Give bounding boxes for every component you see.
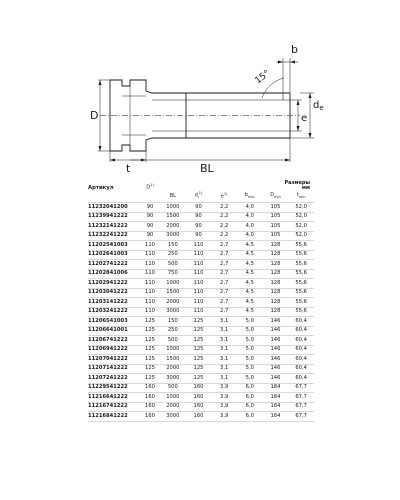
- cell-t: 55,6: [288, 260, 314, 270]
- cell-b: 4,5: [237, 307, 263, 317]
- cell-b: 6,0: [237, 402, 263, 412]
- header-article: Артикул: [88, 184, 114, 191]
- dim-D-label: D: [90, 109, 99, 122]
- cell-de: 128: [263, 241, 289, 251]
- cell-BL: 1500: [160, 288, 186, 298]
- table-row: [88, 288, 314, 298]
- cell-e: 3,1: [211, 364, 237, 374]
- cell-di: 110: [186, 288, 212, 298]
- header-di: $d_i^{1)}$: [194, 191, 203, 201]
- cell-article: 11206641001: [88, 326, 140, 336]
- cell-di: 160: [186, 383, 212, 393]
- cell-de: 105: [263, 231, 289, 241]
- cell-e: 3,9: [211, 393, 237, 403]
- cell-t: 52,0: [288, 222, 314, 232]
- cell-t: 60,4: [288, 336, 314, 346]
- cell-BL: 3000: [160, 412, 186, 422]
- cell-t: 60,4: [288, 317, 314, 327]
- cell-t: 60,4: [288, 364, 314, 374]
- cell-D: 90: [140, 212, 160, 222]
- cell-de: 105: [263, 203, 289, 213]
- table-row: [88, 326, 314, 336]
- cell-de: 128: [263, 279, 289, 289]
- cell-D: 160: [140, 383, 160, 393]
- cell-article: 11229541222: [88, 383, 140, 393]
- cell-e: 2,7: [211, 269, 237, 279]
- cell-BL: 1000: [160, 393, 186, 403]
- cell-t: 55,6: [288, 288, 314, 298]
- cell-article: 11206741222: [88, 336, 140, 346]
- cell-D: 110: [140, 260, 160, 270]
- cell-e: 2,2: [211, 212, 237, 222]
- table-row: [88, 374, 314, 384]
- cell-de: 146: [263, 374, 289, 384]
- cell-di: 160: [186, 402, 212, 412]
- cell-BL: 1000: [160, 345, 186, 355]
- table-row: [88, 222, 314, 232]
- cell-di: 110: [186, 260, 212, 270]
- cell-D: 90: [140, 231, 160, 241]
- cell-de: 184: [263, 412, 289, 422]
- cell-de: 146: [263, 326, 289, 336]
- cell-di: 90: [186, 231, 212, 241]
- cell-article: 11202641003: [88, 250, 140, 260]
- table-row: [88, 307, 314, 317]
- table-body: [88, 203, 314, 422]
- table-row: [88, 355, 314, 365]
- cell-t: 55,6: [288, 307, 314, 317]
- cell-article: 11202541003: [88, 241, 140, 251]
- cell-BL: 250: [160, 250, 186, 260]
- cell-BL: 500: [160, 260, 186, 270]
- cell-b: 4,0: [237, 231, 263, 241]
- cell-BL: 250: [160, 326, 186, 336]
- cell-b: 5,0: [237, 355, 263, 365]
- cell-D: 125: [140, 355, 160, 365]
- table-row: [88, 269, 314, 279]
- cell-b: 4,0: [237, 203, 263, 213]
- cell-t: 55,6: [288, 298, 314, 308]
- cell-e: 2,7: [211, 250, 237, 260]
- table-header-row-1: [88, 180, 314, 191]
- cell-b: 5,0: [237, 317, 263, 327]
- cell-di: 110: [186, 307, 212, 317]
- cell-e: 2,2: [211, 222, 237, 232]
- cell-b: 4,5: [237, 279, 263, 289]
- cell-di: 125: [186, 355, 212, 365]
- cell-BL: 3000: [160, 307, 186, 317]
- cell-b: 4,5: [237, 260, 263, 270]
- cell-t: 52,0: [288, 212, 314, 222]
- cell-D: 110: [140, 288, 160, 298]
- cell-t: 67,7: [288, 393, 314, 403]
- cell-e: 3,1: [211, 374, 237, 384]
- cell-de: 184: [263, 402, 289, 412]
- table-row: [88, 298, 314, 308]
- cell-b: 4,5: [237, 241, 263, 251]
- cell-b: 4,5: [237, 269, 263, 279]
- pipe-technical-drawing: [0, 0, 400, 175]
- cell-t: 60,4: [288, 326, 314, 336]
- cell-t: 55,6: [288, 279, 314, 289]
- header-b: $b_{min}$: [244, 192, 255, 200]
- cell-e: 3,9: [211, 412, 237, 422]
- cell-BL: 2000: [160, 298, 186, 308]
- cell-BL: 500: [160, 383, 186, 393]
- table-row: [88, 345, 314, 355]
- cell-di: 160: [186, 412, 212, 422]
- cell-t: 67,7: [288, 412, 314, 422]
- dim-b-label: b: [291, 43, 298, 56]
- cell-t: 52,0: [288, 231, 314, 241]
- cell-article: 11232241222: [88, 231, 140, 241]
- cell-e: 3,1: [211, 317, 237, 327]
- cell-t: 67,7: [288, 383, 314, 393]
- cell-article: 11207041222: [88, 355, 140, 365]
- cell-b: 5,0: [237, 326, 263, 336]
- cell-D: 110: [140, 250, 160, 260]
- cell-e: 3,1: [211, 345, 237, 355]
- cell-di: 110: [186, 250, 212, 260]
- cell-BL: 3000: [160, 231, 186, 241]
- cell-article: 11202741222: [88, 260, 140, 270]
- cell-e: 2,7: [211, 241, 237, 251]
- cell-article: 11206541003: [88, 317, 140, 327]
- cell-article: 11203041222: [88, 288, 140, 298]
- header-sizes: Размеры мм: [284, 180, 310, 191]
- cell-b: 6,0: [237, 383, 263, 393]
- cell-di: 110: [186, 298, 212, 308]
- cell-BL: 2000: [160, 364, 186, 374]
- cell-D: 110: [140, 269, 160, 279]
- cell-di: 110: [186, 279, 212, 289]
- table-row: [88, 212, 314, 222]
- cell-D: 90: [140, 222, 160, 232]
- cell-b: 4,5: [237, 298, 263, 308]
- cell-de: 128: [263, 269, 289, 279]
- cell-D: 110: [140, 279, 160, 289]
- cell-di: 110: [186, 241, 212, 251]
- cell-de: 128: [263, 298, 289, 308]
- cell-de: 146: [263, 336, 289, 346]
- cell-BL: 750: [160, 269, 186, 279]
- cell-article: 11202841006: [88, 269, 140, 279]
- cell-de: 105: [263, 212, 289, 222]
- dim-BL-label: BL: [200, 162, 214, 175]
- cell-BL: 3000: [160, 374, 186, 384]
- cell-D: 125: [140, 374, 160, 384]
- table-row: [88, 393, 314, 403]
- cell-D: 160: [140, 412, 160, 422]
- table-row: [88, 231, 314, 241]
- cell-de: 184: [263, 393, 289, 403]
- table-header-row-2: [88, 191, 314, 203]
- cell-de: 184: [263, 383, 289, 393]
- cell-e: 3,9: [211, 402, 237, 412]
- table-row: [88, 260, 314, 270]
- cell-b: 6,0: [237, 412, 263, 422]
- table-row: [88, 402, 314, 412]
- cell-de: 128: [263, 307, 289, 317]
- header-de: $D_{min}$: [270, 192, 281, 200]
- table-row: [88, 203, 314, 213]
- cell-t: 60,4: [288, 345, 314, 355]
- cell-di: 160: [186, 393, 212, 403]
- cell-e: 3,9: [211, 383, 237, 393]
- cell-e: 2,7: [211, 260, 237, 270]
- cell-BL: 1000: [160, 279, 186, 289]
- cell-b: 5,0: [237, 336, 263, 346]
- header-BL: BL: [169, 193, 176, 199]
- header-D: $D^{1)}$: [146, 183, 154, 191]
- table-row: [88, 336, 314, 346]
- cell-D: 125: [140, 345, 160, 355]
- cell-di: 125: [186, 336, 212, 346]
- cell-t: 52,0: [288, 203, 314, 213]
- cell-D: 90: [140, 203, 160, 213]
- cell-t: 60,4: [288, 355, 314, 365]
- table-row: [88, 241, 314, 251]
- cell-article: 11216741222: [88, 402, 140, 412]
- pipe-spec-table: [88, 180, 314, 422]
- dim-e-label: e: [301, 113, 308, 124]
- cell-b: 4,5: [237, 288, 263, 298]
- cell-D: 160: [140, 402, 160, 412]
- table-row: [88, 383, 314, 393]
- cell-b: 4,0: [237, 212, 263, 222]
- cell-t: 67,7: [288, 402, 314, 412]
- cell-de: 146: [263, 317, 289, 327]
- cell-t: 60,4: [288, 374, 314, 384]
- cell-BL: 2000: [160, 222, 186, 232]
- cell-e: 2,7: [211, 279, 237, 289]
- cell-e: 2,7: [211, 288, 237, 298]
- cell-di: 125: [186, 326, 212, 336]
- cell-di: 125: [186, 317, 212, 327]
- cell-D: 125: [140, 317, 160, 327]
- header-e: $e^{1)}$: [220, 192, 228, 200]
- table-row: [88, 279, 314, 289]
- cell-article: 11216641222: [88, 393, 140, 403]
- cell-e: 2,7: [211, 298, 237, 308]
- cell-de: 105: [263, 222, 289, 232]
- cell-D: 125: [140, 336, 160, 346]
- cell-di: 125: [186, 374, 212, 384]
- cell-article: 11202941222: [88, 279, 140, 289]
- cell-di: 90: [186, 212, 212, 222]
- cell-article: 11232041200: [88, 203, 140, 213]
- cell-article: 11207241222: [88, 374, 140, 384]
- cell-e: 2,7: [211, 307, 237, 317]
- cell-b: 4,0: [237, 222, 263, 232]
- cell-di: 125: [186, 364, 212, 374]
- cell-BL: 1000: [160, 203, 186, 213]
- cell-article: 11207141222: [88, 364, 140, 374]
- cell-D: 110: [140, 298, 160, 308]
- cell-article: 11206941222: [88, 345, 140, 355]
- cell-de: 128: [263, 260, 289, 270]
- cell-BL: 150: [160, 317, 186, 327]
- cell-BL: 1500: [160, 355, 186, 365]
- cell-article: 11203241222: [88, 307, 140, 317]
- cell-de: 146: [263, 355, 289, 365]
- cell-di: 90: [186, 222, 212, 232]
- table-row: [88, 412, 314, 422]
- cell-BL: 1500: [160, 212, 186, 222]
- cell-BL: 150: [160, 241, 186, 251]
- cell-article: 11232141222: [88, 222, 140, 232]
- header-t: $t_{min}$: [296, 192, 306, 200]
- cell-b: 4,5: [237, 250, 263, 260]
- cell-b: 5,0: [237, 364, 263, 374]
- dim-angle-label: 15°: [253, 68, 273, 87]
- cell-t: 55,6: [288, 241, 314, 251]
- cell-de: 146: [263, 345, 289, 355]
- cell-de: 128: [263, 288, 289, 298]
- table-row: [88, 250, 314, 260]
- cell-article: 11216841222: [88, 412, 140, 422]
- cell-b: 6,0: [237, 393, 263, 403]
- cell-D: 110: [140, 307, 160, 317]
- cell-e: 2,2: [211, 231, 237, 241]
- cell-article: 11203141222: [88, 298, 140, 308]
- table-row: [88, 364, 314, 374]
- cell-t: 55,6: [288, 269, 314, 279]
- cell-BL: 2000: [160, 402, 186, 412]
- cell-di: 90: [186, 203, 212, 213]
- cell-t: 55,6: [288, 250, 314, 260]
- cell-di: 125: [186, 345, 212, 355]
- cell-de: 128: [263, 250, 289, 260]
- cell-e: 2,2: [211, 203, 237, 213]
- cell-e: 3,1: [211, 326, 237, 336]
- cell-e: 3,1: [211, 336, 237, 346]
- cell-D: 125: [140, 364, 160, 374]
- dim-de-label: $d_e$: [313, 100, 324, 112]
- dim-t-label: t: [126, 162, 131, 175]
- cell-D: 125: [140, 326, 160, 336]
- cell-D: 110: [140, 241, 160, 251]
- cell-b: 5,0: [237, 374, 263, 384]
- cell-BL: 500: [160, 336, 186, 346]
- table-row: [88, 317, 314, 327]
- cell-di: 110: [186, 269, 212, 279]
- cell-article: 11239941222: [88, 212, 140, 222]
- cell-e: 3,1: [211, 355, 237, 365]
- cell-D: 160: [140, 393, 160, 403]
- cell-b: 5,0: [237, 345, 263, 355]
- cell-de: 146: [263, 364, 289, 374]
